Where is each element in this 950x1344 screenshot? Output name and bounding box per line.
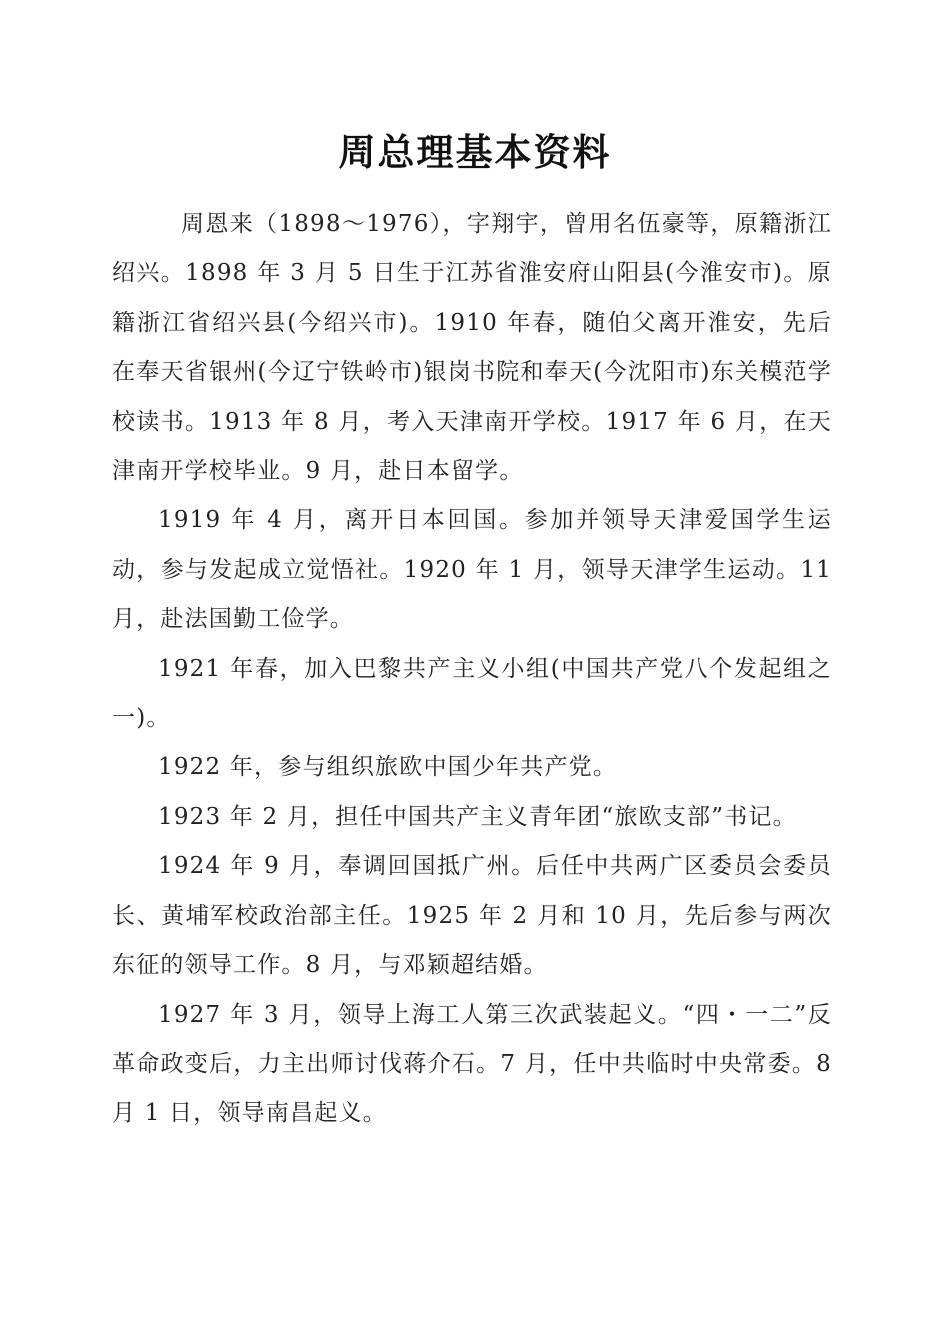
paragraph-3: 1921 年春，加入巴黎共产主义小组(中国共产党八个发起组之一)。: [112, 655, 832, 732]
document-body: [112, 200, 832, 1139]
paragraph-6: 1924 年 9 月，奉调回国抵广州。后任中共两广区委员会委员长、黄埔军校政治部主任。1925 年 2 月和 10 月，先后参与两次东征的领导工作。8 月，与邓颖超结婚。: [112, 853, 832, 979]
paragraph-7: 1927 年 3 月，领导上海工人第三次武装起义。“四・一二”反革命政变后，力主出师讨伐蒋介石。7 月，任中共临时中央常委。8 月 1 日，领导南昌起义。: [112, 1001, 832, 1127]
paragraph-2: 1919 年 4 月，离开日本回国。参加并领导天津爱国学生运动，参与发起成立觉悟社。1920 年 1 月，领导天津学生运动。11 月，赴法国勤工俭学。: [112, 507, 832, 633]
paragraph-4: 1922 年，参与组织旅欧中国少年共产党。: [158, 754, 618, 781]
paragraph-5: 1923 年 2 月，担任中国共产主义青年团“旅欧支部”书记。: [158, 803, 797, 830]
document-title: 周总理基本资料: [338, 130, 612, 174]
paragraph-1: 周恩来（1898～1976），字翔宇，曾用名伍豪等，原籍浙江绍兴。1898 年 3 月 5 日生于江苏省淮安府山阳县(今淮安市)。原籍浙江省绍兴县(今绍兴市)。1910 年春，随伯父离开淮安，先后在奉天省银州(今辽宁铁岭市)银岗书院和奉天(今沈阳市)东关模范学校读书。1913 年 8 月，考入天津南开学校。1917 年 6 月，在天津南开学校毕业。9 月，赴日本留学。: [112, 211, 832, 485]
